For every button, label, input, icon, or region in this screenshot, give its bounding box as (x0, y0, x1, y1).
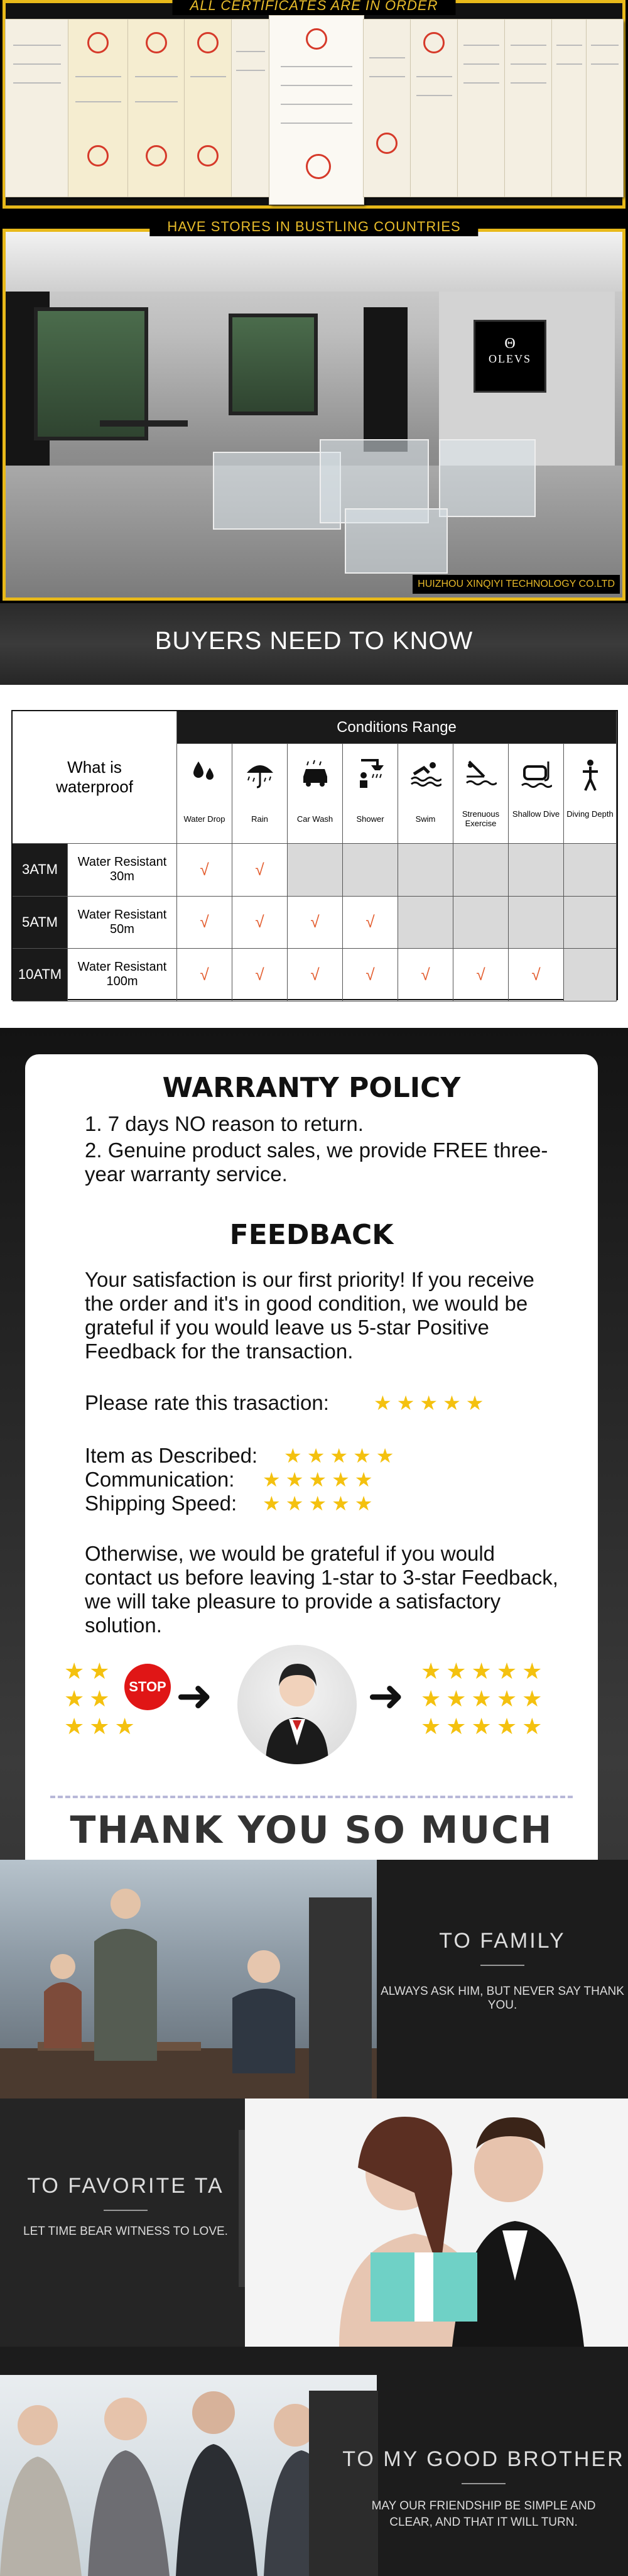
warranty-line-2: 2. Genuine product sales, we provide FREE three-year warranty service. (85, 1138, 548, 1186)
water-drop-icon (191, 758, 219, 785)
activity-label: Car Wash (296, 814, 333, 824)
activity-label: Strenuous Exercise (462, 809, 500, 828)
family-section (0, 1860, 628, 2098)
activity-label: Diving Depth (566, 809, 614, 819)
resistance-cell: Water Resistant 50m (68, 897, 177, 949)
stores-section (0, 212, 628, 603)
low-stars: ★★ ★★ ★★★ (64, 1658, 140, 1739)
family-subtitle: ALWAYS ASK HIM, BUT NEVER SAY THANK YOU. (381, 1985, 624, 2012)
waterproof-table (11, 710, 618, 1000)
conditions-range-header: Conditions Range (177, 711, 617, 744)
check-mark-icon: √ (343, 949, 398, 1001)
certificate-image (458, 19, 505, 197)
certificates-frame (3, 0, 625, 209)
rate-stars: ★★★★★ (374, 1392, 489, 1414)
brother-subtitle: MAY OUR FRIENDSHIP BE SIMPLE AND CLEAR, AND THAT IT WILL TURN. (371, 2499, 596, 2529)
diver-icon (578, 758, 603, 792)
empty-cell (453, 844, 509, 897)
buyers-title: BUYERS NEED TO KNOW (154, 627, 474, 655)
rating-label: Communication: (85, 1468, 235, 1491)
activity-label: Swim (415, 814, 436, 824)
resistance-cell: Water Resistant 100m (68, 949, 177, 1001)
family-text (377, 1929, 628, 2012)
five-stars-grid: ★★★★★ ★★★★★ ★★★★★ (421, 1658, 548, 1739)
certificate-image (6, 19, 68, 197)
waterproof-corner-label: What is waterproof (13, 711, 177, 844)
feedback-intro: Your satisfaction is our first priority! If you receive the order and it's in good condition, we would be grateful if you would leave us 5-star Positive Feedback for the transaction. (85, 1268, 534, 1363)
check-mark-icon: √ (343, 897, 398, 949)
check-mark-icon: √ (177, 949, 232, 1001)
certificates-banner: ALL CERTIFICATES ARE IN ORDER (173, 0, 456, 15)
favorite-text (19, 2174, 232, 2239)
certificate-image (128, 19, 185, 197)
empty-cell (509, 897, 564, 949)
check-mark-icon: √ (288, 949, 343, 1001)
arrow-right-icon: ➜ (176, 1671, 213, 1720)
activity-header (288, 744, 343, 844)
activity-label: Rain (251, 814, 268, 824)
certificate-image (232, 19, 269, 197)
activity-header (564, 744, 617, 844)
warranty-title: WARRANTY POLICY (162, 1072, 461, 1104)
check-mark-icon: √ (232, 844, 288, 897)
store-caption: HUIZHOU XINQIYI TECHNOLOGY CO.LTD (413, 575, 620, 594)
certificate-image (364, 19, 411, 197)
buyers-banner (0, 603, 628, 685)
couple-photo (245, 2098, 628, 2347)
empty-cell (564, 844, 617, 897)
check-mark-icon: √ (232, 897, 288, 949)
certificate-image (269, 16, 364, 204)
warranty-line-1: 1. 7 days NO reason to return. (85, 1112, 364, 1135)
title-rule (104, 2210, 148, 2211)
thank-you-text: THANK YOU SO MUCH (70, 1808, 553, 1852)
empty-cell (343, 844, 398, 897)
certificate-image (505, 19, 552, 197)
rating-cell: 10ATM (13, 949, 68, 1001)
diving-mask-icon (521, 758, 552, 789)
store-photo-frame (3, 229, 625, 601)
swim-icon (410, 758, 441, 789)
empty-cell (398, 844, 453, 897)
shower-icon (355, 758, 386, 789)
empty-cell (564, 949, 617, 1001)
dark-panel (309, 1897, 372, 2098)
empty-cell (509, 844, 564, 897)
activity-header (453, 744, 509, 844)
waterproof-section (0, 685, 628, 1028)
check-mark-icon: √ (177, 897, 232, 949)
title-rule (480, 1965, 524, 1966)
store-photo (6, 232, 622, 598)
empty-cell (398, 897, 453, 949)
rating-stars: ★★★★★ (263, 1492, 378, 1515)
activity-label: Shower (356, 814, 384, 824)
favorite-section (0, 2098, 628, 2347)
rating-label: Item as Described: (85, 1444, 258, 1467)
otherwise-text: Otherwise, we would be grateful if you would contact us before leaving 1-star to 3-star Feedback, we will take pleasure to provide a satisfactory solution. (85, 1542, 558, 1637)
check-mark-icon: √ (509, 949, 564, 1001)
stop-sign-icon: STOP (124, 1664, 171, 1710)
rating-cell: 5ATM (13, 897, 68, 949)
stores-banner: HAVE STORES IN BUSTLING COUNTRIES (149, 217, 478, 236)
resistance-cell: Water Resistant 30m (68, 844, 177, 897)
brand-logo (474, 320, 546, 393)
check-mark-icon: √ (398, 949, 453, 1001)
brand-name: OLEVS (489, 352, 531, 365)
activity-header (398, 744, 453, 844)
title-rule (462, 2483, 506, 2484)
empty-cell (564, 897, 617, 949)
certificate-image (68, 19, 128, 197)
diving-board-icon (465, 758, 497, 789)
rating-label: Shipping Speed: (85, 1492, 237, 1515)
favorite-subtitle: LET TIME BEAR WITNESS TO LOVE. (23, 2225, 228, 2238)
activity-header (343, 744, 398, 844)
rating-cell: 3ATM (13, 844, 68, 897)
brand-logo-glyph: Θ (504, 336, 516, 352)
umbrella-icon (244, 758, 276, 789)
empty-cell (288, 844, 343, 897)
activity-label: Shallow Dive (512, 809, 560, 819)
family-title: TO FAMILY (439, 1929, 566, 1953)
activity-header (177, 744, 232, 844)
check-mark-icon: √ (453, 949, 509, 1001)
check-mark-icon: √ (177, 844, 232, 897)
check-mark-icon: √ (232, 949, 288, 1001)
check-mark-icon: √ (288, 897, 343, 949)
brother-text (342, 2447, 625, 2531)
certificate-image (185, 19, 232, 197)
certificate-image (587, 19, 623, 197)
certificate-image (411, 19, 458, 197)
certificate-image (552, 19, 587, 197)
activity-header (509, 744, 564, 844)
rating-stars: ★★★★★ (284, 1444, 399, 1467)
arrow-right-icon: ➜ (367, 1671, 404, 1720)
activity-label: Water Drop (183, 814, 225, 824)
favorite-title: TO FAVORITE TA (27, 2174, 224, 2198)
brother-title: TO MY GOOD BROTHER (342, 2447, 625, 2471)
empty-cell (453, 897, 509, 949)
divider (50, 1796, 573, 1798)
brother-section (0, 2347, 628, 2576)
customer-service-agent (237, 1645, 357, 1764)
rate-prompt: Please rate this trasaction: (85, 1391, 329, 1414)
activity-header (232, 744, 288, 844)
car-wash-icon (300, 758, 331, 789)
feedback-title: FEEDBACK (229, 1219, 394, 1251)
certificates-section (0, 0, 628, 212)
rating-stars: ★★★★★ (263, 1468, 378, 1491)
